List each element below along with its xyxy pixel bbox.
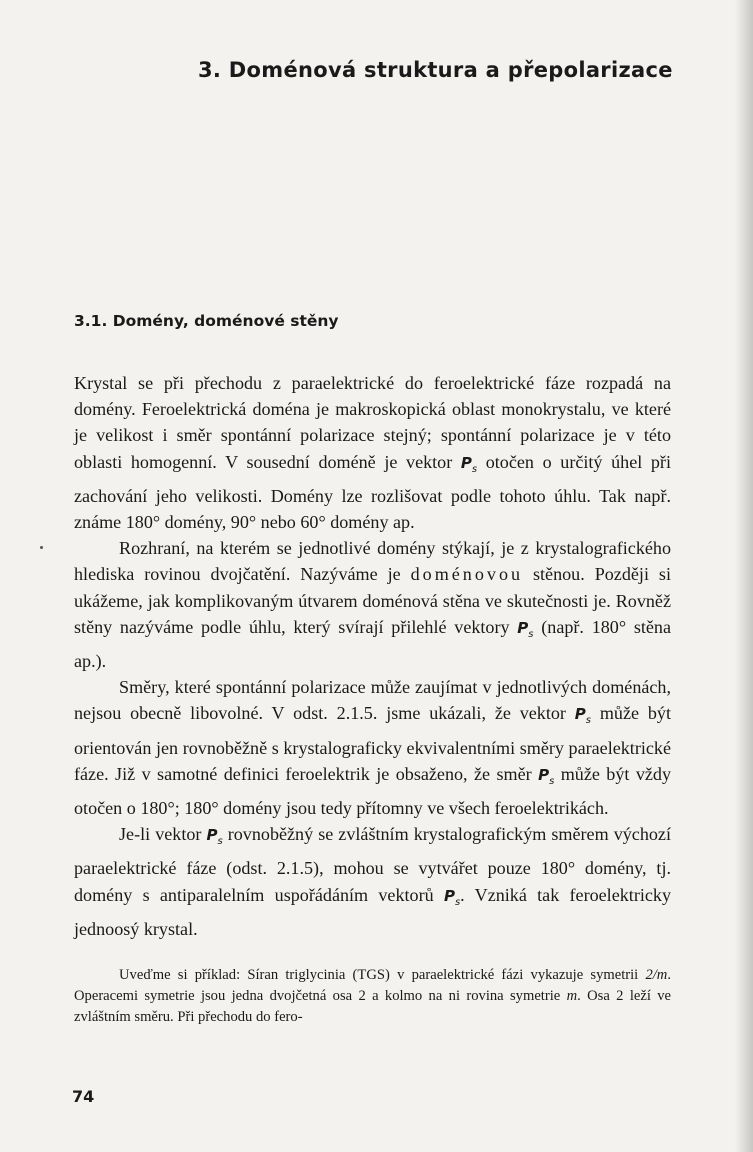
vector-ps [574,705,592,727]
note-symmetry-m: m [566,988,578,1004]
stray-ink-mark [40,546,43,549]
note-text-a: Uveďme si příklad: Síran triglycinia (TGS) v paraelektrické fázi vykazuje symetrii [119,967,646,983]
note-symmetry-2m: 2/m [645,967,668,983]
vector-subscript: s [471,463,478,475]
paragraph-3 [74,674,671,821]
vector-subscript: s [528,628,534,640]
paragraph-3-text-c: může být vždy otočen o 180°; 180° domény jsou tedy přítomny ve všech feroelektrikách. [74,763,672,819]
paragraph-2-text-a: Rozhraní, na kterém se jednotlivé domény stýkají, je z krystalografického hlediska rovinou dvojčatění. Nazýváme je [74,538,671,585]
vector-subscript: s [217,836,223,848]
vector-symbol: P [574,705,586,724]
vector-symbol: P [538,765,550,784]
paragraph-2-text-b: stěnou. Později si ukážeme, jak komplikovaným útvarem doménová stěna ve skutečnosti je. Rovněž stěny nazýváme podle úhlu, který svírají přilehlé vektory [74,564,671,637]
spaced-term: doménovou [410,564,524,585]
paragraph-2 [74,535,671,674]
paragraph-1-text-b: otočen o určitý úhel při zachování jeho velikosti. Domény lze rozlišovat podle tohoto úhlu. Tak např. známe 180° domény, 90° nebo 60° domény ap. [74,451,671,533]
vector-ps [460,453,478,475]
vector-subscript: s [454,896,461,908]
paragraph-1-text-a: Krystal se při přechodu z paraelektrické do feroelektrické fáze rozpadá na domény. Feroelektrická doména je makroskopická oblast monokrystalu, ve které je velikost i směr spontánní polarizace stejný; spontánní polarizace je v této oblasti homogenní. V sousední doméně je vektor [74,373,671,472]
paragraph-4-text-a: Je-li vektor [119,824,207,845]
note-text-b: . Operacemi symetrie jsou jedna dvojčetná osa 2 a kolmo na ni rovina symetrie [74,967,671,1004]
paragraph-4 [74,821,671,942]
paragraph-2-text-c: (např. 180° stěna ap.). [74,616,671,672]
section-title: 3.1. Domény, doménové stěny [74,312,339,330]
vector-symbol: P [206,826,218,845]
vector-subscript: s [549,775,555,787]
vector-ps [538,765,555,787]
vector-symbol: P [517,618,529,637]
body-text [74,370,671,942]
vector-symbol: P [460,453,472,472]
vector-ps [443,886,461,908]
paragraph-3-text-a: Směry, které spontánní polarizace může zaujímat v jednotlivých doménách, nejsou obecně libovolné. V odst. 2.1.5. jsme ukázali, že vektor [74,677,671,724]
note-paragraph [74,965,671,1028]
page-edge-shadow [735,0,753,1152]
paragraph-1 [74,370,671,535]
paragraph-4-text-c: . Vzniká tak feroelektricky jednoosý krystal. [74,884,671,939]
vector-subscript: s [585,715,592,727]
vector-ps [206,826,223,848]
vector-ps [517,618,534,640]
page-number: 74 [72,1087,95,1106]
paragraph-4-text-b: rovnoběžný se zvláštním krystalografickým směrem výchozí paraelektrické fáze (odst. 2.1.5), mohou se vytvářet pouze 180° domény, tj. domény s antiparalelním uspořádáním vektorů [74,824,671,905]
paragraph-3-text-b: může být orientován jen rovnoběžně s krystalograficky ekvivalentními směry paraelektrické fáze. Již v samotné definici feroelektrik je obsaženo, že směr [74,703,672,784]
footnote-text [74,965,671,1028]
vector-symbol: P [443,886,455,905]
note-text-c: . Osa 2 leží ve zvláštním směru. Při přechodu do fero- [74,988,671,1025]
chapter-title: 3. Doménová struktura a přepolarizace [198,58,673,82]
